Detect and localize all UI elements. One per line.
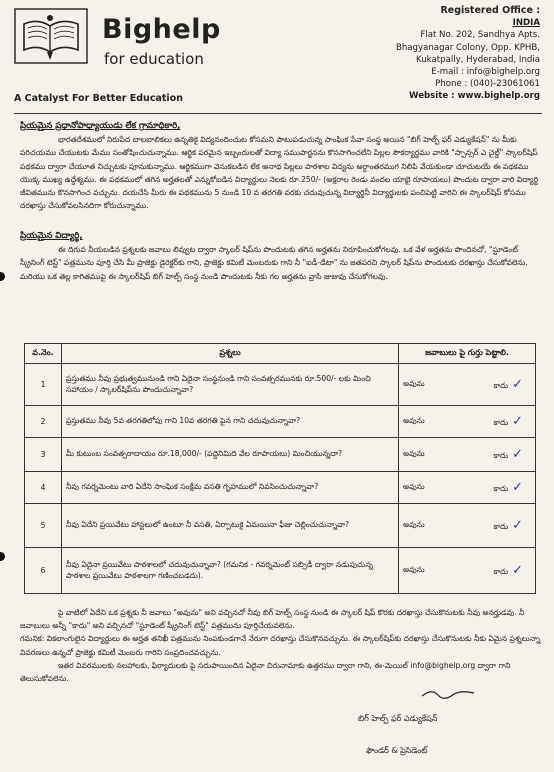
intro-section	[20, 120, 544, 212]
row-number: 6	[25, 548, 62, 594]
student-section	[20, 230, 544, 283]
header-divider	[14, 113, 542, 114]
punch-hole	[0, 272, 5, 281]
student-salutation: ప్రియమైన విద్యార్థి,	[20, 231, 83, 241]
table-row	[25, 548, 536, 594]
checkmark-icon: ✓	[512, 563, 523, 578]
intro-body: భారతదేశములో నిరుపేద బాలబాలికలు ఉన్నతికై విద్యనందించుట కోసమని పాటుపడుచున్న సాంఘిక సేవా సంస్థ అయిన "బిగ్ హెల్ప్ ఫర్ ఎడ్యుకేషన్" ను మీకు పరిచయము చేయుటకు మేము సంతోషించుచున్నాము. ఆర్థిక పరమైన ఇబ్బందులతో విద్యా సముపార్జనను కొనసాగించలేని పిల్లల సౌకర్యార్థము వారికి "స్పాన్సర్ ఎ చైల్డ్" స్కాలర్‌షిప్ పథకము ద్వారా చేయూత నిచ్చుటకు పూనుకున్నాము. ఆర్థికముగా వెనుకబడిన లేక అనాథ పిల్లలు పాఠశాల విద్యను అర్ధాంతరముగ నిలిపి వేయకుండా చూచుటయే ఈ పథకము యొక్క ముఖ్య ఉద్దేశ్యము. ఈ పథకములో తగిన అర్హతలతో ఎన్నుకోబడిన విద్యార్థులు నెలకు రూ.250/- (అక్షరాల రెండు వందల యాభై రూపాయలు) పొందుట ద్వారా వారి విద్యార్థి జీవితమును కొనసాగించ వచ్చును. దయచేసి మీరు ఈ పథకమును 5 నుండి 10 వ తరగతి వరకు చదువుచున్న విద్యార్థినీ విద్యార్థులకు పంచిపెట్టి వారిని ఈ స్కాలర్‌షిప్ కోసము దరఖాస్తు చేసుకోవలసినదిగా కోరుచున్నాము.	[20, 135, 539, 211]
no-option[interactable]: కాదు ✓	[493, 518, 523, 533]
table-row	[25, 472, 536, 504]
footer-eligibility: పై వాటిలో ఏదేని ఒక ప్రశ్నకు నీ జవాబు "అవును" అని వచ్చినచో నీవు బిగ్ హెల్ప్ సంస్థ నుండి ఈ స్కాలర్ షిప్ కొరకు దరఖాస్తు చేసుకొనుటకు నీవు అనర్హుడవు. నీ జవాబులు అన్నీ "కాదు" అని వచ్చినచో "స్టూడెంట్ స్క్రీనింగ్ టెస్ట్" పత్రమును పూర్తిచేయవలెను.	[20, 608, 525, 631]
address-line: Bhagyanagar Colony, Opp. KPHB,	[395, 42, 540, 53]
student-body: ఈ దిగువ నీయబడిన ప్రశ్నలకు జవాబు లివ్వుట ద్వారా స్కాలర్ షిప్‌ను పొందుటకు తగిన అర్హతను నిరూపించుకోగలవు. ఒక వేళ అర్హతను పొందినచో, "స్టూడెంట్ స్క్రీనింగ్ టెస్ట్" పత్రమును పూర్తి చేసి మీ ప్రాజెక్టు డైరెక్టర్‌కు గాని, ప్రాజెక్టు కమిటీ మెంబరుకు గాని నీ "ఐడీ-డేటా" ను జతపరచి స్కాలర్ షిప్‌ను పొందుటకు దరఖాస్తు చేసుకోవలెను. మరియు ఒక తెల్ల కాగితముపై ఈ స్కాలర్‌షిప్ బిగ్ హెల్ప్ సంస్థ నుండి పొందుటకు నీకు గల అర్హతను వ్రాసి జుజువు చేసుకోగలవు.	[20, 245, 528, 281]
no-option[interactable]: కాదు ✓	[493, 563, 523, 578]
registered-office	[340, 5, 540, 103]
yes-option[interactable]: అవును	[403, 482, 425, 491]
checkmark-icon: ✓	[512, 480, 523, 495]
office-title: Registered Office :	[440, 5, 540, 16]
office-phone: Phone : (040)-23061061	[435, 79, 540, 90]
row-question: మీ కుటుంబ సంవత్సరాదాయం రూ.18,000/- (పద్దెనిమిది వేల రూపాయలు) మించియున్నదా?	[62, 438, 399, 472]
row-number: 4	[25, 472, 62, 504]
office-email: E-mail : info@bighelp.org	[431, 67, 540, 78]
signature-org: బిగ్ హెల్ప్ ఫర్ ఎడ్యుకేషన్	[358, 714, 438, 723]
row-question: నీవు గవర్నమెంటు వారి ఏదేని సాంఘిక సంక్షేమ వసతి గృహములో నివసించుచున్నావా?	[62, 472, 399, 504]
book-logo-icon	[14, 8, 88, 64]
row-question: నీవు ఏదేని ప్రయివేటు హాస్టలులో ఉంటూ నీ వసతి, ఏర్పాటుకై ఏమయినా ఫీజు చెల్లించుచున్నావా?	[62, 504, 399, 548]
footer-contact: ఇతర వివరములకు సలహాలకు, ఫిర్యాదులకు పై సదుపాయిందిన ఏదైనా చిరునామాకు ఉత్తరము ద్వారా గాని, ఈ-మెయిల్ info@bighelp.org ద్వారా గాని తెలుసుకోవలెను.	[20, 660, 511, 684]
no-option[interactable]: కాదు ✓	[493, 414, 523, 429]
tagline: A Catalyst For Better Education	[14, 93, 183, 104]
col-header-question: ప్రశ్నలు	[62, 344, 399, 364]
brand-subtitle: for education	[104, 50, 204, 68]
office-country: INDIA	[512, 18, 540, 29]
col-header-number: వ.నెం.	[25, 344, 62, 364]
row-question: నీవు ఏదైనా ప్రయివేటు పాఠశాలలో చదువుచున్నావా? (గమనిక - గవర్నమెంట్ సబ్సిడీ ద్వారా నడుపుచున్న పాఠశాల ప్రయివేటు పాఠశాలగా గణించబడదు).	[62, 548, 399, 594]
row-number: 2	[25, 406, 62, 438]
yes-option[interactable]: అవును	[403, 565, 425, 574]
checkmark-icon: ✓	[512, 518, 523, 533]
intro-salutation: ప్రియమైన ప్రధానోపాధ్యాయుడు లేక గ్రామాధికారి,	[20, 121, 181, 131]
col-header-answer: జవాబులు పై గుర్తు పెట్టాలి.	[399, 344, 536, 364]
signature-mark	[418, 686, 478, 702]
no-option[interactable]: కాదు ✓	[493, 447, 523, 462]
table-row	[25, 364, 536, 406]
no-option[interactable]: కాదు ✓	[493, 377, 523, 392]
footer-note: గమనిక: వికలాంగులైన విద్యార్థులు ఈ అర్హత తనిఖీ పత్రమును నింపకుండగానే నేరుగా దరఖాస్తు చేసుకొనవచ్చును. ఈ స్కాలర్‌షిప్‌కు దరఖాస్తు చేసుకొనుటకు నీకు ఏమైన ప్రశ్నలున్నా వివరణలు ఉన్నచో ప్రాజెక్టు కమిటీ మెంబరు గారిని సంప్రదించవచ్చును.	[20, 634, 541, 657]
table-row	[25, 406, 536, 438]
table-header-row	[25, 344, 536, 364]
table-row	[25, 504, 536, 548]
no-option[interactable]: కాదు ✓	[493, 480, 523, 495]
footer-section	[20, 606, 544, 685]
row-question: ప్రస్తుతము నీవు 5వ తరగతిలోపు గాని 10వ తరగతి పైన గాని చదువుచున్నావా?	[62, 406, 399, 438]
brand-name: Bighelp	[102, 14, 221, 45]
table-row	[25, 438, 536, 472]
address-line: Flat No. 202, Sandhya Apts.	[420, 30, 540, 41]
yes-option[interactable]: అవును	[403, 379, 425, 388]
punch-hole	[0, 552, 5, 561]
office-website: Website : www.bighelp.org	[409, 91, 540, 102]
signature-title: ఫౌండర్ & ప్రెసిడెంట్	[366, 746, 428, 755]
screening-table	[24, 343, 536, 594]
row-number: 1	[25, 364, 62, 406]
row-number: 5	[25, 504, 62, 548]
checkmark-icon: ✓	[512, 447, 523, 462]
yes-option[interactable]: అవును	[403, 449, 425, 458]
row-question: ప్రస్తుతము నీవు ప్రభుత్వమునుండి గాని ఏదైనా సంస్థనుండి గాని సంవత్సరమునకు రూ.500/- లకు మించి సహాయం / స్కాలర్‌షిప్‌ను పొందుచున్నావా?	[62, 364, 399, 406]
yes-option[interactable]: అవును	[403, 416, 425, 425]
checkmark-icon: ✓	[512, 377, 523, 392]
checkmark-icon: ✓	[512, 414, 523, 429]
address-line: Kukatpally, Hyderabad, India	[416, 54, 540, 65]
yes-option[interactable]: అవును	[403, 520, 425, 529]
row-number: 3	[25, 438, 62, 472]
